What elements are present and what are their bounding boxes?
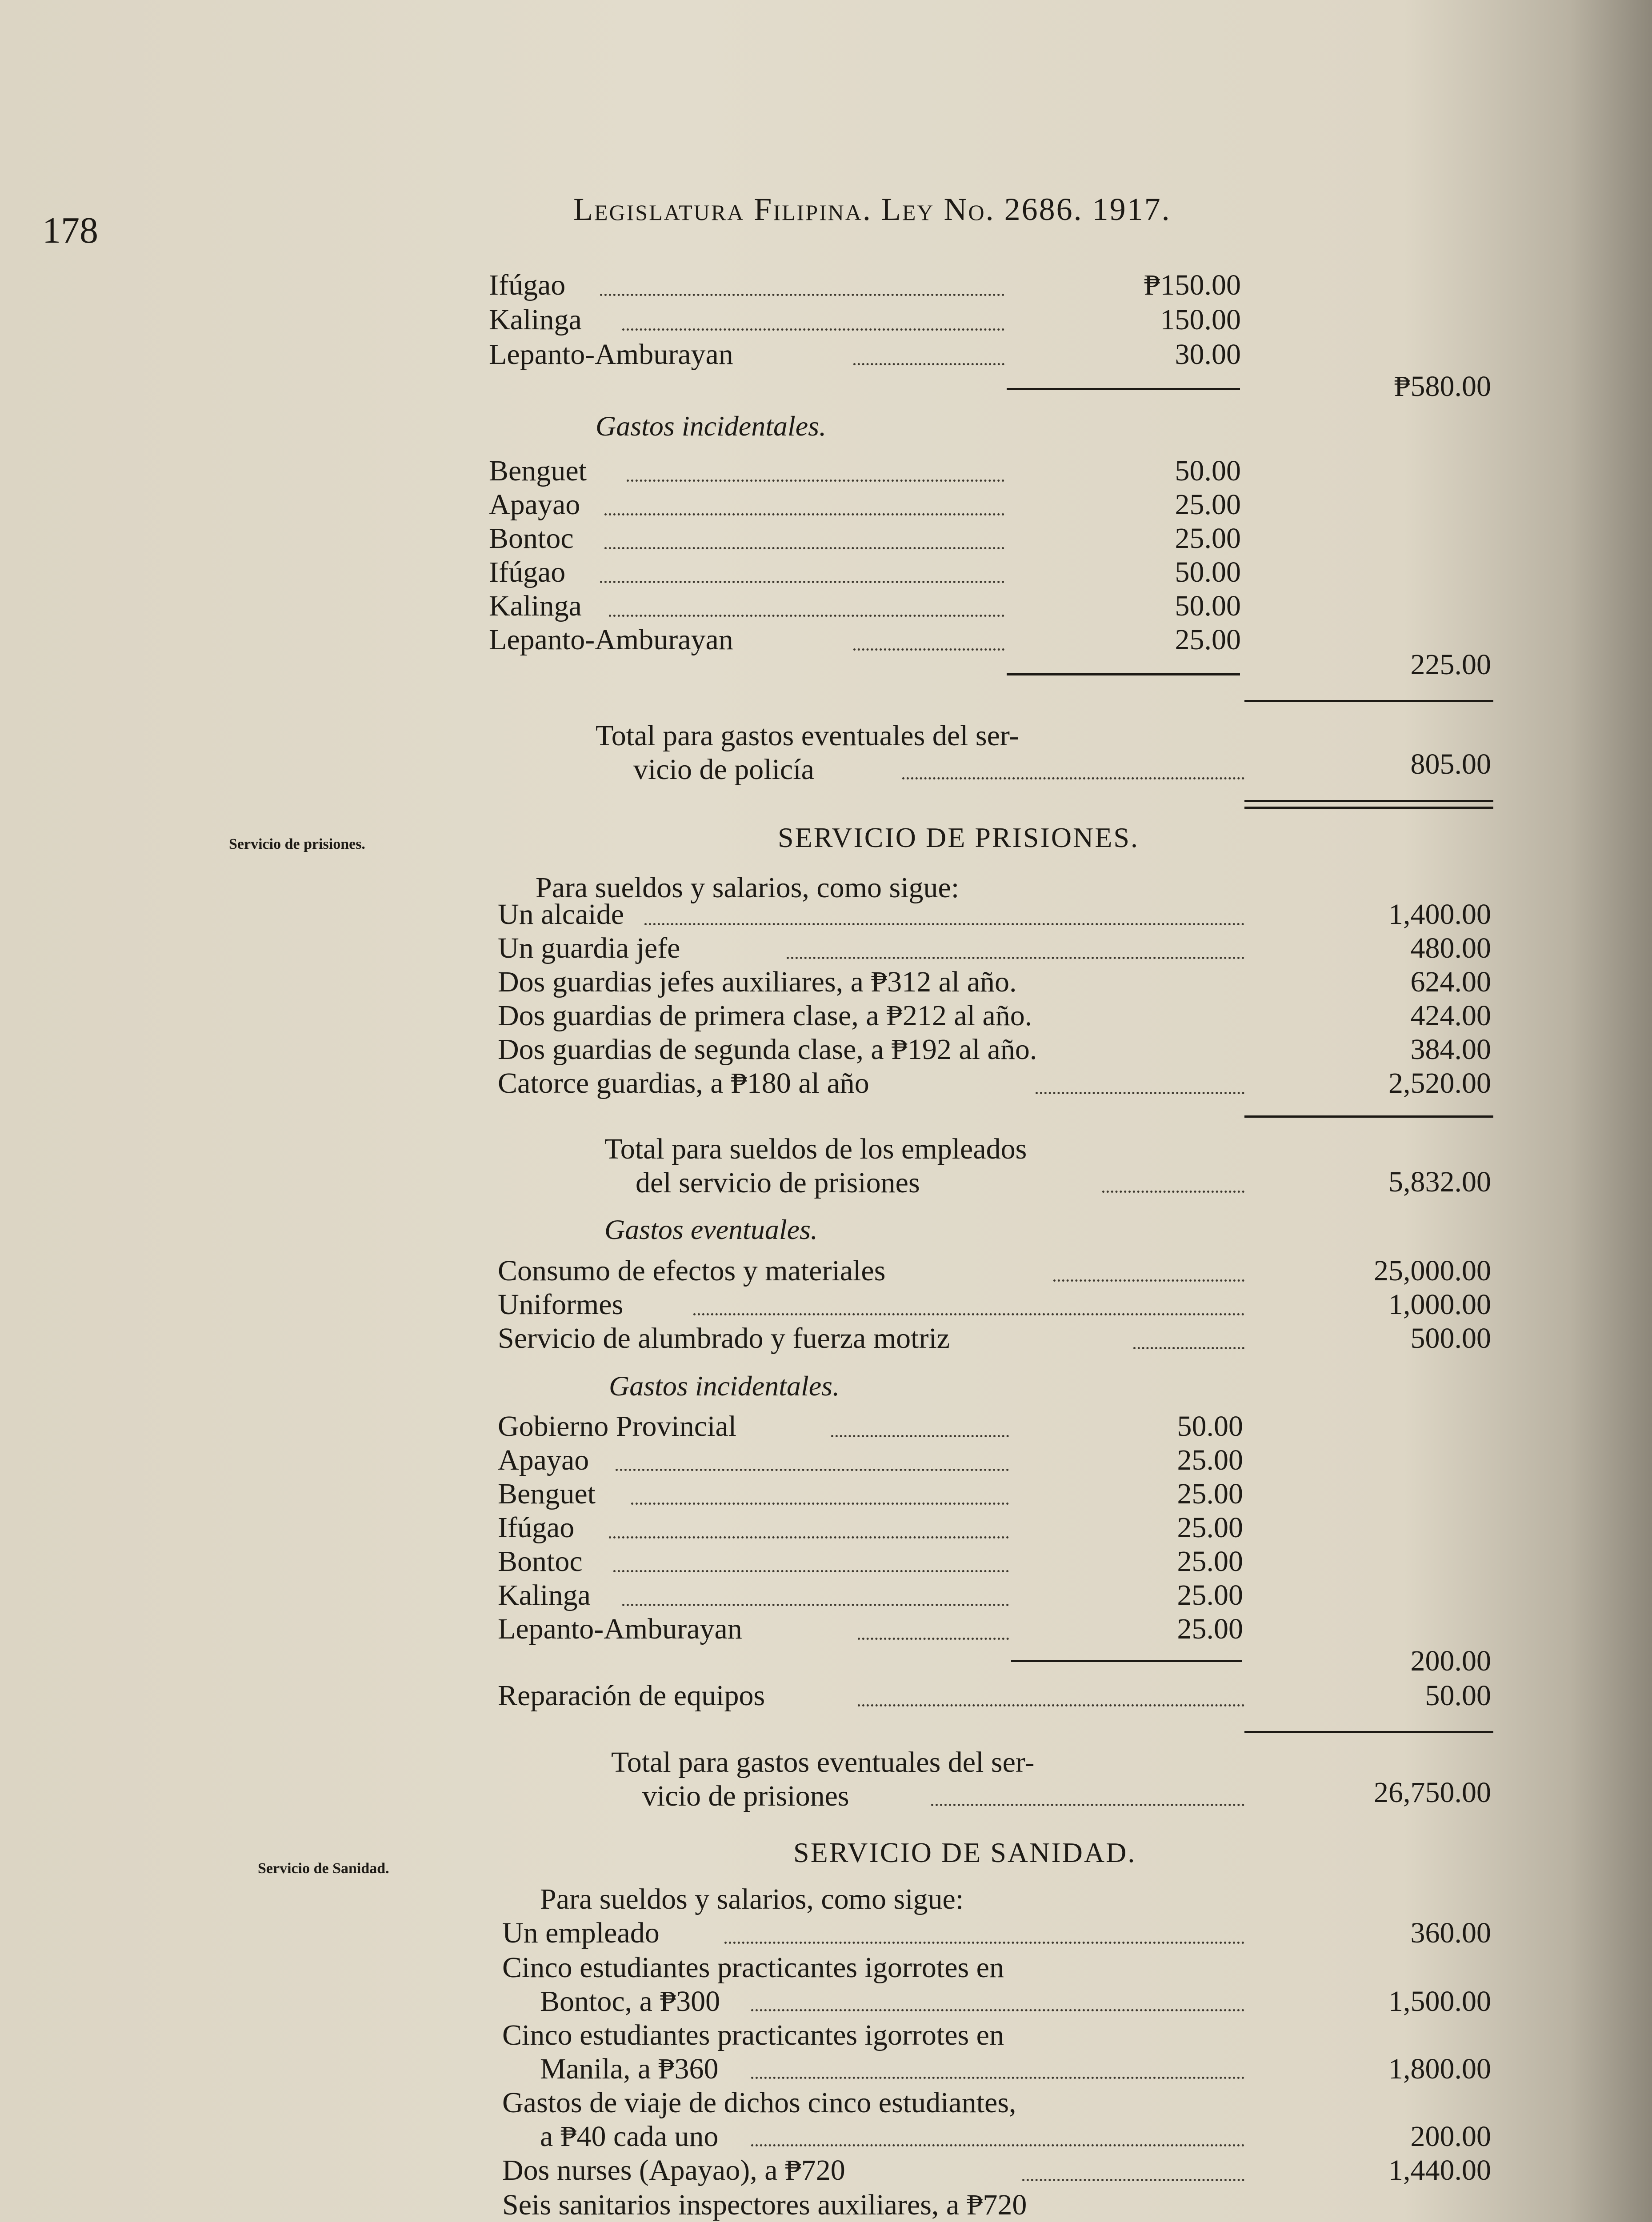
dot-leader	[751, 2077, 1244, 2079]
table-row	[498, 932, 1244, 969]
total-label	[596, 719, 1244, 787]
item-line1: Cinco estudiantes practicantes igorrotes en	[502, 1951, 1004, 1984]
item-amount: 624.00	[1410, 966, 1491, 998]
item-label: Consumo de efectos y materiales	[498, 1255, 886, 1287]
dot-leader	[622, 328, 1004, 331]
table-row	[498, 1613, 1009, 1650]
table-row	[489, 488, 1004, 525]
item-amount: 1,800.00	[1388, 2053, 1491, 2085]
item-label: Ifúgao	[498, 1511, 575, 1544]
item-amount: 1,000.00	[1388, 1288, 1491, 1321]
total-amount: 805.00	[1410, 748, 1491, 780]
item-label: Lepanto-Amburayan	[489, 623, 733, 656]
section-subheading: Gastos eventuales.	[604, 1214, 818, 1245]
dot-leader	[613, 1570, 1009, 1572]
table-row	[489, 338, 1004, 375]
item-label: Bontoc	[489, 522, 574, 555]
item-label: Reparación de equipos	[498, 1679, 765, 1712]
section-intro: Para sueldos y salarios, como sigue:	[536, 871, 960, 904]
item-label: Un alcaide	[498, 898, 624, 931]
item-amount: 50.00	[1175, 556, 1241, 588]
item-amount: 360.00	[1410, 1917, 1491, 1949]
dot-leader	[604, 513, 1004, 516]
item-label: Dos guardias jefes auxiliares, a ₱312 al año.	[498, 966, 1017, 998]
item-amount: 50.00	[1425, 1679, 1491, 1712]
item-label: Lepanto-Amburayan	[489, 338, 733, 371]
item-line2: Manila, a ₱360	[540, 2053, 719, 2085]
item-line1: Seis sanitarios inspectores auxiliares, a ₱720	[502, 2189, 1027, 2221]
table-row	[498, 1033, 1244, 1070]
item-amount: 50.00	[1175, 590, 1241, 622]
table-row	[498, 1288, 1244, 1325]
list-item	[502, 1951, 1244, 2018]
dot-leader	[787, 957, 1244, 959]
dot-leader	[831, 1435, 1009, 1437]
total-label	[604, 1132, 1244, 1200]
total-amount: 26,750.00	[1374, 1776, 1491, 1809]
table-row	[489, 522, 1004, 559]
total-line1: Total para gastos eventuales del ser-	[611, 1746, 1035, 1778]
item-label: Dos guardias de segunda clase, a ₱192 al año.	[498, 1033, 1037, 1066]
total-label	[611, 1746, 1244, 1813]
dot-leader	[1022, 2179, 1244, 2181]
dot-leader	[858, 1638, 1009, 1640]
item-line2: a ₱40 cada uno	[540, 2120, 719, 2153]
table-row	[498, 1322, 1244, 1359]
total-line2: vicio de prisiones	[642, 1780, 849, 1812]
list-item	[502, 2086, 1244, 2154]
table-row	[489, 269, 1004, 306]
subtotal-rule	[1007, 673, 1240, 675]
item-label: Apayao	[498, 1444, 589, 1476]
dot-leader	[631, 1503, 1009, 1505]
total-line2: del servicio de prisiones	[636, 1167, 920, 1199]
table-row	[498, 1255, 1244, 1291]
item-amount: 25.00	[1175, 623, 1241, 656]
table-row	[498, 1511, 1009, 1548]
double-rule-bottom	[1244, 807, 1493, 809]
item-label: Un empleado	[502, 1917, 660, 1949]
dot-leader	[616, 1469, 1009, 1471]
dot-leader	[622, 1604, 1009, 1606]
item-amount: 150.00	[1160, 304, 1241, 336]
subtotal-rule	[1007, 388, 1240, 390]
dot-leader	[609, 615, 1004, 617]
item-amount: 1,500.00	[1388, 1985, 1491, 2018]
page-number: 178	[42, 210, 98, 251]
column-rule	[1244, 700, 1493, 702]
table-row	[498, 1444, 1009, 1481]
column-rule	[1244, 1115, 1493, 1118]
item-label: Apayao	[489, 488, 580, 521]
dot-leader	[931, 1804, 1244, 1806]
section-heading-sanidad: SERVICIO DE SANIDAD.	[793, 1837, 1136, 1868]
margin-note-sanidad: Servicio de Sanidad.	[258, 1860, 389, 1877]
dot-leader	[751, 2144, 1244, 2146]
total-line2-row	[611, 1779, 1244, 1813]
subtotal-amount: 225.00	[1410, 648, 1491, 681]
item-label: Gobierno Provincial	[498, 1410, 737, 1443]
subtotal-amount: ₱580.00	[1394, 370, 1491, 403]
table-row	[498, 1067, 1244, 1104]
dot-leader	[1102, 1191, 1244, 1193]
table-row	[498, 898, 1244, 935]
dot-leader	[644, 923, 1244, 925]
section-subheading: Gastos incidentales.	[609, 1370, 840, 1402]
item-line2-row	[502, 2120, 1244, 2154]
item-label: Dos guardias de primera clase, a ₱212 al año.	[498, 999, 1032, 1032]
dot-leader	[724, 1942, 1244, 1944]
item-label: Catorce guardias, a ₱180 al año	[498, 1067, 869, 1099]
item-amount: 25.00	[1177, 1511, 1243, 1544]
item-line2: Bontoc, a ₱300	[540, 1985, 720, 2018]
item-label: Kalinga	[489, 304, 582, 336]
item-amount: 25.00	[1177, 1444, 1243, 1476]
item-amount: 480.00	[1410, 932, 1491, 964]
item-amount: 25,000.00	[1374, 1255, 1491, 1287]
item-amount: 25.00	[1177, 1613, 1243, 1645]
table-row	[489, 455, 1004, 492]
dot-leader	[1053, 1279, 1244, 1282]
item-amount: 50.00	[1177, 1410, 1243, 1443]
dot-leader	[600, 294, 1004, 296]
table-row	[498, 999, 1244, 1036]
total-line1: Total para gastos eventuales del ser-	[596, 719, 1019, 752]
item-label: Kalinga	[489, 590, 582, 622]
column-rule	[1244, 1731, 1493, 1733]
item-label: Ifúgao	[489, 269, 566, 301]
item-label: Lepanto-Amburayan	[498, 1613, 742, 1645]
dot-leader	[853, 363, 1004, 365]
table-row	[502, 1917, 1244, 1954]
item-label: Servicio de alumbrado y fuerza motriz	[498, 1322, 950, 1355]
subtotal-amount: 200.00	[1410, 1645, 1491, 1677]
item-amount: 25.00	[1177, 1545, 1243, 1578]
table-row	[489, 623, 1004, 660]
item-line2-row	[502, 1985, 1244, 2018]
item-amount: 25.00	[1177, 1478, 1243, 1510]
dot-leader	[1133, 1347, 1244, 1349]
total-line2-row	[596, 753, 1244, 787]
item-amount: 1,440.00	[1388, 2154, 1491, 2186]
item-line1: Cinco estudiantes practicantes igorrotes en	[502, 2019, 1004, 2051]
item-line1: Gastos de viaje de dichos cinco estudiantes,	[502, 2086, 1016, 2119]
dot-leader	[858, 1704, 1244, 1706]
item-label: Dos nurses (Apayao), a ₱720	[502, 2154, 845, 2186]
dot-leader	[604, 547, 1004, 549]
list-item	[502, 2188, 1244, 2222]
item-amount: 25.00	[1175, 488, 1241, 521]
item-amount: 1,400.00	[1388, 898, 1491, 931]
double-rule-top	[1244, 800, 1493, 802]
item-line2-row	[502, 2052, 1244, 2086]
dot-leader	[751, 2009, 1244, 2011]
table-row	[489, 590, 1004, 627]
subtotal-rule	[1011, 1660, 1242, 1662]
table-row	[498, 1679, 1244, 1716]
item-amount: 384.00	[1410, 1033, 1491, 1066]
total-amount: 5,832.00	[1388, 1166, 1491, 1198]
running-header: Legislatura Filipina. Ley No. 2686. 1917.	[573, 192, 1171, 227]
dot-leader	[1036, 1092, 1244, 1094]
total-line2: vicio de policía	[633, 753, 814, 786]
section-subheading: Gastos incidentales.	[596, 410, 827, 442]
section-intro: Para sueldos y salarios, como sigue:	[540, 1883, 964, 1915]
item-amount: ₱150.00	[1144, 269, 1241, 301]
total-line1: Total para sueldos de los empleados	[604, 1133, 1027, 1165]
item-label: Un guardia jefe	[498, 932, 680, 964]
total-line2-row	[604, 1166, 1244, 1200]
dot-leader	[600, 581, 1004, 583]
item-label: Benguet	[498, 1478, 596, 1510]
item-amount: 200.00	[1410, 2120, 1491, 2153]
item-amount: 30.00	[1175, 338, 1241, 371]
table-row	[489, 556, 1004, 593]
table-row	[498, 1579, 1009, 1616]
item-label: Ifúgao	[489, 556, 566, 588]
item-amount: 500.00	[1410, 1322, 1491, 1355]
table-row	[502, 2154, 1244, 2191]
table-row	[498, 966, 1244, 1003]
item-amount: 50.00	[1175, 455, 1241, 487]
item-amount: 424.00	[1410, 999, 1491, 1032]
list-item	[502, 2018, 1244, 2086]
dot-leader	[609, 1536, 1009, 1539]
section-heading-prisiones: SERVICIO DE PRISIONES.	[778, 822, 1139, 853]
dot-leader	[693, 1313, 1244, 1315]
item-amount: 25.00	[1177, 1579, 1243, 1611]
dot-leader	[853, 648, 1004, 651]
item-amount: 25.00	[1175, 522, 1241, 555]
item-label: Kalinga	[498, 1579, 591, 1611]
table-row	[498, 1410, 1009, 1447]
dot-leader	[627, 480, 1004, 482]
item-label: Benguet	[489, 455, 587, 487]
margin-note-prisiones: Servicio de prisiones.	[229, 836, 365, 852]
dot-leader	[902, 777, 1244, 779]
table-row	[489, 304, 1004, 340]
item-amount: 2,520.00	[1388, 1067, 1491, 1099]
table-row	[498, 1478, 1009, 1515]
item-label: Uniformes	[498, 1288, 624, 1321]
table-row	[498, 1545, 1009, 1582]
item-label: Bontoc	[498, 1545, 583, 1578]
